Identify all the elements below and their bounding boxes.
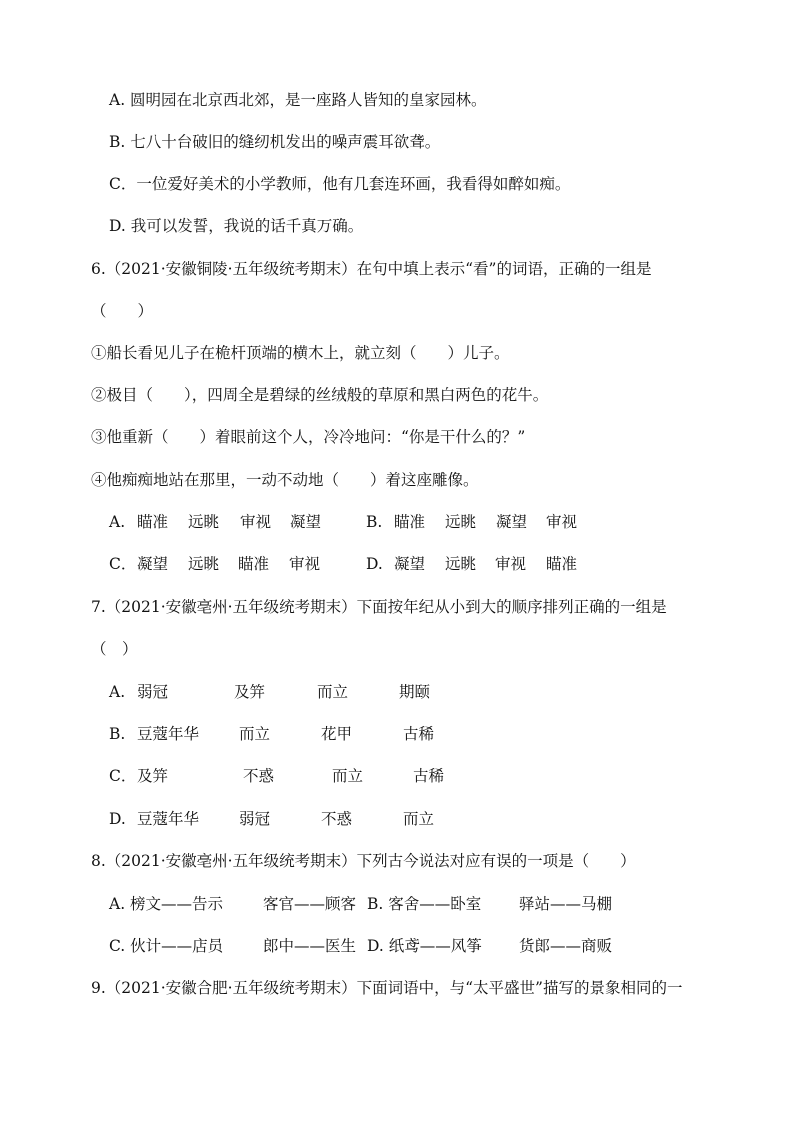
q6-answer-paren: （ ） xyxy=(91,302,154,320)
q8-option-c: C. 伙计——店员 xyxy=(109,937,224,955)
q5-option-a: A. 圆明园在北京西北郊，是一座路人皆知的皇家园林。 xyxy=(109,91,487,109)
q7-option-item: 古稀 xyxy=(403,725,435,743)
q7-option-item: 期颐 xyxy=(399,683,431,701)
q7-option-b xyxy=(109,723,529,745)
q7-option-item: 豆蔻年华 xyxy=(137,725,200,743)
q7-option-item: 花甲 xyxy=(321,725,353,743)
q7-stem: 7.（2021·安徽亳州·五年级统考期末）下面按年纪从小到大的顺序排列正确的一组是 xyxy=(91,598,667,616)
q6-option-b-letter: B. xyxy=(366,513,383,531)
q7-option-d xyxy=(109,808,529,830)
q5-option-c: C．一位爱好美术的小学教师，他有几套连环画，我看得如醉如痴。 xyxy=(109,175,571,193)
q6-option-d-item: 远眺 xyxy=(445,555,477,573)
q6-option-d-item: 凝望 xyxy=(394,555,426,573)
q6-option-c-item: 瞄准 xyxy=(238,555,270,573)
q6-option-a-letter: A. xyxy=(109,513,126,531)
q8-options-row-2 xyxy=(109,935,669,957)
q7-option-c xyxy=(109,765,529,787)
q7-answer-paren: （ ） xyxy=(91,640,138,658)
q6-option-a-item: 瞄准 xyxy=(137,513,169,531)
q7-option-letter: A. xyxy=(109,683,126,701)
q8-options-row-1 xyxy=(109,893,669,915)
q6-option-b-item: 远眺 xyxy=(445,513,477,531)
q6-option-c-item: 凝望 xyxy=(137,555,169,573)
q6-option-c-letter: C． xyxy=(109,555,137,573)
q9-stem: 9.（2021·安徽合肥·五年级统考期末）下面词语中，与“太平盛世”描写的景象相同的一 xyxy=(91,979,683,997)
q7-option-item: 弱冠 xyxy=(239,810,271,828)
q8-option-d-second: 货郎——商贩 xyxy=(519,937,613,955)
q8-option-c-second: 郎中——医生 xyxy=(263,937,357,955)
q6-stem: 6.（2021·安徽铜陵·五年级统考期末）在句中填上表示“看”的词语，正确的一组是 xyxy=(91,260,652,278)
q7-option-item: 及笄 xyxy=(137,767,169,785)
q6-option-d-item: 瞄准 xyxy=(546,555,578,573)
q7-option-item: 而立 xyxy=(317,683,349,701)
q8-option-b: B. 客舍——卧室 xyxy=(367,895,482,913)
q7-option-letter: C． xyxy=(109,767,137,785)
q7-option-item: 不惑 xyxy=(321,810,353,828)
q8-option-a: A. 榜文——告示 xyxy=(109,895,224,913)
q8-option-d: D. 纸鸢——风筝 xyxy=(367,937,482,955)
q6-option-a-item: 远眺 xyxy=(188,513,220,531)
q6-option-b-item: 凝望 xyxy=(496,513,528,531)
q7-option-item: 及笄 xyxy=(234,683,266,701)
q6-option-a-item: 审视 xyxy=(240,513,272,531)
q7-option-item: 弱冠 xyxy=(137,683,169,701)
q7-option-item: 而立 xyxy=(239,725,271,743)
q5-option-b: B. 七八十台破旧的缝纫机发出的噪声震耳欲聋。 xyxy=(109,133,441,151)
q6-option-a-item: 凝望 xyxy=(290,513,322,531)
q7-option-item: 而立 xyxy=(332,767,364,785)
q7-option-item: 古稀 xyxy=(413,767,445,785)
q6-option-d-letter: D. xyxy=(366,555,383,573)
q6-option-b-item: 瞄准 xyxy=(394,513,426,531)
q6-options-row-1 xyxy=(109,511,709,533)
q6-options-row-2 xyxy=(109,553,709,575)
q7-option-letter: D. xyxy=(109,810,126,828)
q6-sentence-1: ①船长看见儿子在桅杆顶端的横木上，就立刻（ ）儿子。 xyxy=(91,344,510,362)
q6-option-c-item: 远眺 xyxy=(188,555,220,573)
q6-option-c-item: 审视 xyxy=(289,555,321,573)
q8-option-b-second: 驿站——马棚 xyxy=(519,895,613,913)
q6-option-b-item: 审视 xyxy=(546,513,578,531)
q8-stem: 8.（2021·安徽亳州·五年级统考期末）下列古今说法对应有误的一项是（ ） xyxy=(91,852,636,870)
q8-option-a-second: 客官——顾客 xyxy=(263,895,357,913)
q5-option-d: D. 我可以发誓，我说的话千真万确。 xyxy=(109,217,364,235)
q6-sentence-2: ②极目（ ），四周全是碧绿的丝绒般的草原和黑白两色的花牛。 xyxy=(91,386,549,404)
q7-option-letter: B. xyxy=(109,725,126,743)
q7-option-item: 不惑 xyxy=(243,767,275,785)
q7-option-a xyxy=(109,681,529,703)
q6-sentence-4: ④他痴痴地站在那里，一动不动地（ ）着这座雕像。 xyxy=(91,471,479,489)
q7-option-item: 豆蔻年华 xyxy=(137,810,200,828)
q7-option-item: 而立 xyxy=(403,810,435,828)
q6-option-d-item: 审视 xyxy=(495,555,527,573)
q6-sentence-3: ③他重新（ ）着眼前这个人，冷冷地问：“你是干什么的？” xyxy=(91,428,526,446)
